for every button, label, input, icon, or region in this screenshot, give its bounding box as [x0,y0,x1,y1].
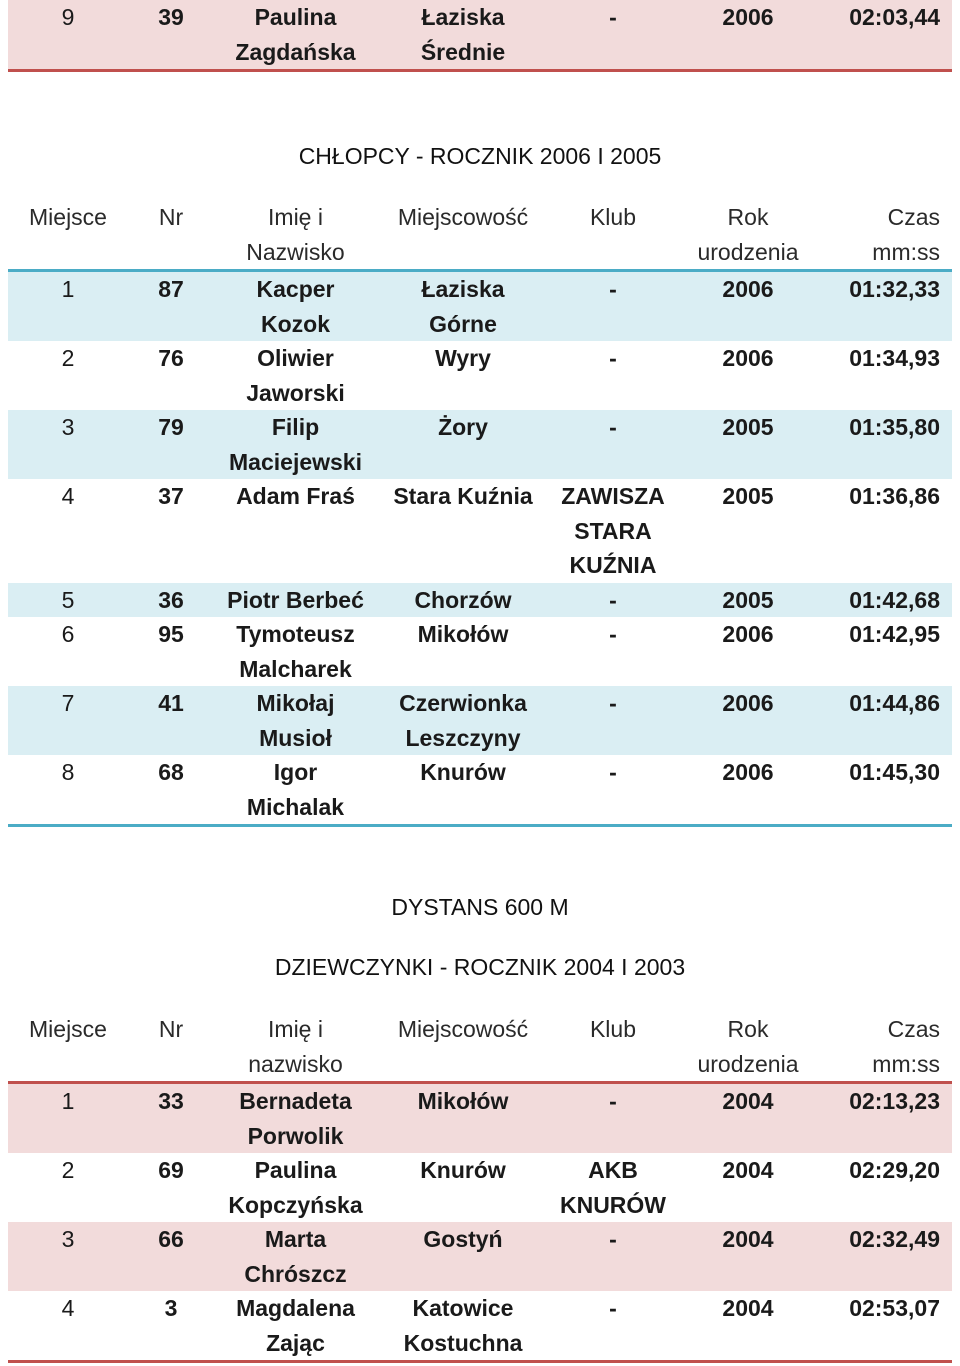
cell-line: KUŹNIA [569,552,657,578]
cell-miejsce: 3 [8,410,128,479]
cell-line: Bernadeta [239,1088,352,1114]
table-row [8,341,952,410]
cell-line: mm:ss [872,238,940,265]
cell-city [377,1083,549,1154]
cell-line: STARA [574,517,652,544]
cell-line: Michalak [246,793,345,820]
cell-name [214,686,377,755]
cell-line: Musioł [259,724,332,751]
cell-line: Imię i [268,204,323,230]
cell-line: Zając [266,1329,325,1356]
cell-line: Paulina [254,1157,337,1183]
cell-miejsce: 4 [8,1291,128,1362]
cell-nr: 37 [128,479,214,583]
cell-miejsce: 2 [8,1153,128,1222]
cell-name [214,410,377,479]
cell-rok: 2006 [677,271,819,342]
column-header-rok [677,1012,819,1083]
cell-nr: 36 [128,583,214,618]
cell-czas: 01:32,33 [819,271,952,342]
cell-klub [549,479,677,583]
cell-name [214,1083,377,1154]
cell-line: - [609,586,617,613]
column-header-klub: Klub [549,1012,677,1083]
cell-line: Czas [887,204,940,230]
column-header-city: Miejscowość [377,200,549,271]
cell-city [377,686,549,755]
table-row [8,1153,952,1222]
cell-czas: 01:45,30 [819,755,952,826]
cell-line: Katowice [412,1295,514,1321]
cell-line: nazwisko [248,1050,343,1077]
cell-miejsce: 4 [8,479,128,583]
cell-klub [549,1222,677,1291]
cell-czas: 01:34,93 [819,341,952,410]
cell-nr: 79 [128,410,214,479]
cell-czas: 01:35,80 [819,410,952,479]
cell-name [214,271,377,342]
table-row [8,1291,952,1362]
cell-line: Paulina [254,4,337,30]
table-row [8,410,952,479]
cell-czas: 02:03,44 [819,0,952,71]
table-row [8,583,952,618]
cell-line: Wyry [435,345,491,371]
table-row [8,1222,952,1291]
cell-name [214,1153,377,1222]
cell-nr: 95 [128,617,214,686]
cell-line: Malcharek [239,655,352,682]
cell-line: AKB [588,1157,638,1183]
cell-line: Adam Fraś [236,483,355,509]
cell-klub [549,1153,677,1222]
cell-line: Mikołaj [256,690,335,716]
cell-klub [549,583,677,618]
cell-line: Magdalena [236,1295,355,1321]
cell-line: Mikołów [417,1088,509,1114]
cell-rok: 2004 [677,1083,819,1154]
boys-results-table [8,200,952,827]
cell-line: Żory [438,414,488,440]
cell-klub [549,1083,677,1154]
cell-miejsce: 9 [8,0,128,71]
table-row [8,271,952,342]
cell-miejsce: 5 [8,583,128,618]
cell-name [214,583,377,618]
cell-city [377,341,549,410]
cell-line: - [609,414,617,440]
cell-rok: 2004 [677,1153,819,1222]
cell-line: Jaworski [246,379,345,406]
table-row [8,0,952,71]
cell-line: - [609,1088,617,1114]
cell-line: Filip [271,414,320,440]
cell-line: Zagdańska [235,38,356,65]
cell-klub [549,0,677,71]
cell-rok: 2006 [677,686,819,755]
cell-miejsce: 1 [8,271,128,342]
cell-line: Marta [264,1226,327,1252]
cell-line: Maciejewski [229,448,362,475]
cell-line: Igor [273,759,318,785]
top-results-table [8,0,952,72]
header-row [8,200,952,271]
cell-line: Nazwisko [246,238,345,265]
cell-line: Czas [887,1016,940,1042]
cell-name [214,1222,377,1291]
top-results-block [8,0,952,72]
cell-czas: 02:29,20 [819,1153,952,1222]
column-header-rok [677,200,819,271]
cell-miejsce: 2 [8,341,128,410]
column-header-nr: Nr [128,200,214,271]
table-row [8,1083,952,1154]
cell-klub [549,1291,677,1362]
cell-rok: 2006 [677,617,819,686]
column-header-nr: Nr [128,1012,214,1083]
cell-line: Czerwionka [399,690,527,716]
cell-rok: 2006 [677,341,819,410]
cell-miejsce: 6 [8,617,128,686]
cell-line: Porwolik [247,1122,344,1149]
column-header-czas [819,200,952,271]
cell-line: - [609,1295,617,1321]
cell-line: - [609,276,617,302]
cell-line: KNURÓW [559,1191,667,1218]
cell-nr: 87 [128,271,214,342]
cell-city [377,410,549,479]
cell-line: Łaziska [421,276,505,302]
cell-line: Średnie [420,38,506,65]
girls-results-table [8,1012,952,1363]
cell-rok: 2005 [677,410,819,479]
boys-section-heading: CHŁOPCY - ROCZNIK 2006 I 2005 [298,143,662,169]
cell-miejsce: 3 [8,1222,128,1291]
cell-line: urodzenia [697,1050,799,1077]
cell-line: Leszczyny [405,724,521,751]
cell-line: - [609,345,617,371]
cell-klub [549,617,677,686]
cell-line: Rok [727,1016,769,1042]
cell-line: Knurów [420,759,506,785]
cell-line: Kozok [261,310,330,337]
cell-city [377,271,549,342]
cell-city [377,755,549,826]
column-header-name [214,1012,377,1083]
cell-line: Kostuchna [403,1329,523,1356]
cell-line: Kopczyńska [228,1191,363,1218]
cell-czas: 01:44,86 [819,686,952,755]
cell-czas: 01:42,68 [819,583,952,618]
cell-name [214,1291,377,1362]
cell-line: Imię i [268,1016,323,1042]
column-header-city: Miejscowość [377,1012,549,1083]
cell-city [377,1291,549,1362]
cell-line: Oliwier [257,345,334,371]
cell-miejsce: 1 [8,1083,128,1154]
cell-nr: 41 [128,686,214,755]
cell-rok: 2005 [677,479,819,583]
boys-results-block [8,200,952,827]
cell-city [377,1222,549,1291]
cell-nr: 33 [128,1083,214,1154]
cell-rok: 2004 [677,1291,819,1362]
cell-klub [549,341,677,410]
cell-city [377,617,549,686]
cell-rok: 2006 [677,755,819,826]
cell-klub [549,755,677,826]
column-header-czas [819,1012,952,1083]
cell-name [214,0,377,71]
cell-nr: 76 [128,341,214,410]
cell-line: Knurów [420,1157,506,1183]
cell-line: Rok [727,204,769,230]
cell-czas: 01:36,86 [819,479,952,583]
cell-city [377,1153,549,1222]
cell-rok: 2004 [677,1222,819,1291]
cell-line: Chorzów [414,586,512,613]
table-row [8,686,952,755]
cell-klub [549,686,677,755]
cell-klub [549,271,677,342]
cell-nr: 69 [128,1153,214,1222]
column-header-miejsce: Miejsce [8,1012,128,1083]
cell-line: - [609,759,617,785]
header-row [8,1012,952,1083]
cell-miejsce: 7 [8,686,128,755]
cell-city [377,479,549,583]
cell-line: Mikołów [417,621,509,647]
cell-city [377,583,549,618]
cell-nr: 68 [128,755,214,826]
cell-name [214,479,377,583]
cell-nr: 3 [128,1291,214,1362]
cell-klub [549,410,677,479]
cell-nr: 66 [128,1222,214,1291]
cell-czas: 01:42,95 [819,617,952,686]
table-row [8,479,952,583]
column-header-klub: Klub [549,200,677,271]
cell-name [214,341,377,410]
cell-line: urodzenia [697,238,799,265]
cell-line: Górne [429,310,497,337]
cell-city [377,0,549,71]
girls-section-heading: DZIEWCZYNKI - ROCZNIK 2004 I 2003 [274,954,686,980]
cell-nr: 39 [128,0,214,71]
cell-line: Chrószcz [244,1260,347,1287]
cell-line: Kacper [256,276,335,302]
cell-line: Stara Kuźnia [393,483,533,509]
cell-line: Łaziska [421,4,505,30]
cell-miejsce: 8 [8,755,128,826]
girls-results-block [8,1012,952,1363]
cell-czas: 02:13,23 [819,1083,952,1154]
distance-heading: DYSTANS 600 M [391,894,569,920]
cell-name [214,617,377,686]
cell-rok: 2006 [677,0,819,71]
cell-line: - [609,1226,617,1252]
column-header-name [214,200,377,271]
cell-line: Gostyń [423,1226,503,1252]
cell-line: ZAWISZA [561,483,665,509]
cell-czas: 02:53,07 [819,1291,952,1362]
table-row [8,755,952,826]
cell-czas: 02:32,49 [819,1222,952,1291]
cell-line: Piotr Berbeć [227,586,364,613]
cell-rok: 2005 [677,583,819,618]
cell-line: mm:ss [872,1050,940,1077]
cell-line: - [609,690,617,716]
cell-name [214,755,377,826]
cell-line: - [609,4,617,30]
table-row [8,617,952,686]
cell-line: - [609,621,617,647]
column-header-miejsce: Miejsce [8,200,128,271]
cell-line: Tymoteusz [236,621,355,647]
